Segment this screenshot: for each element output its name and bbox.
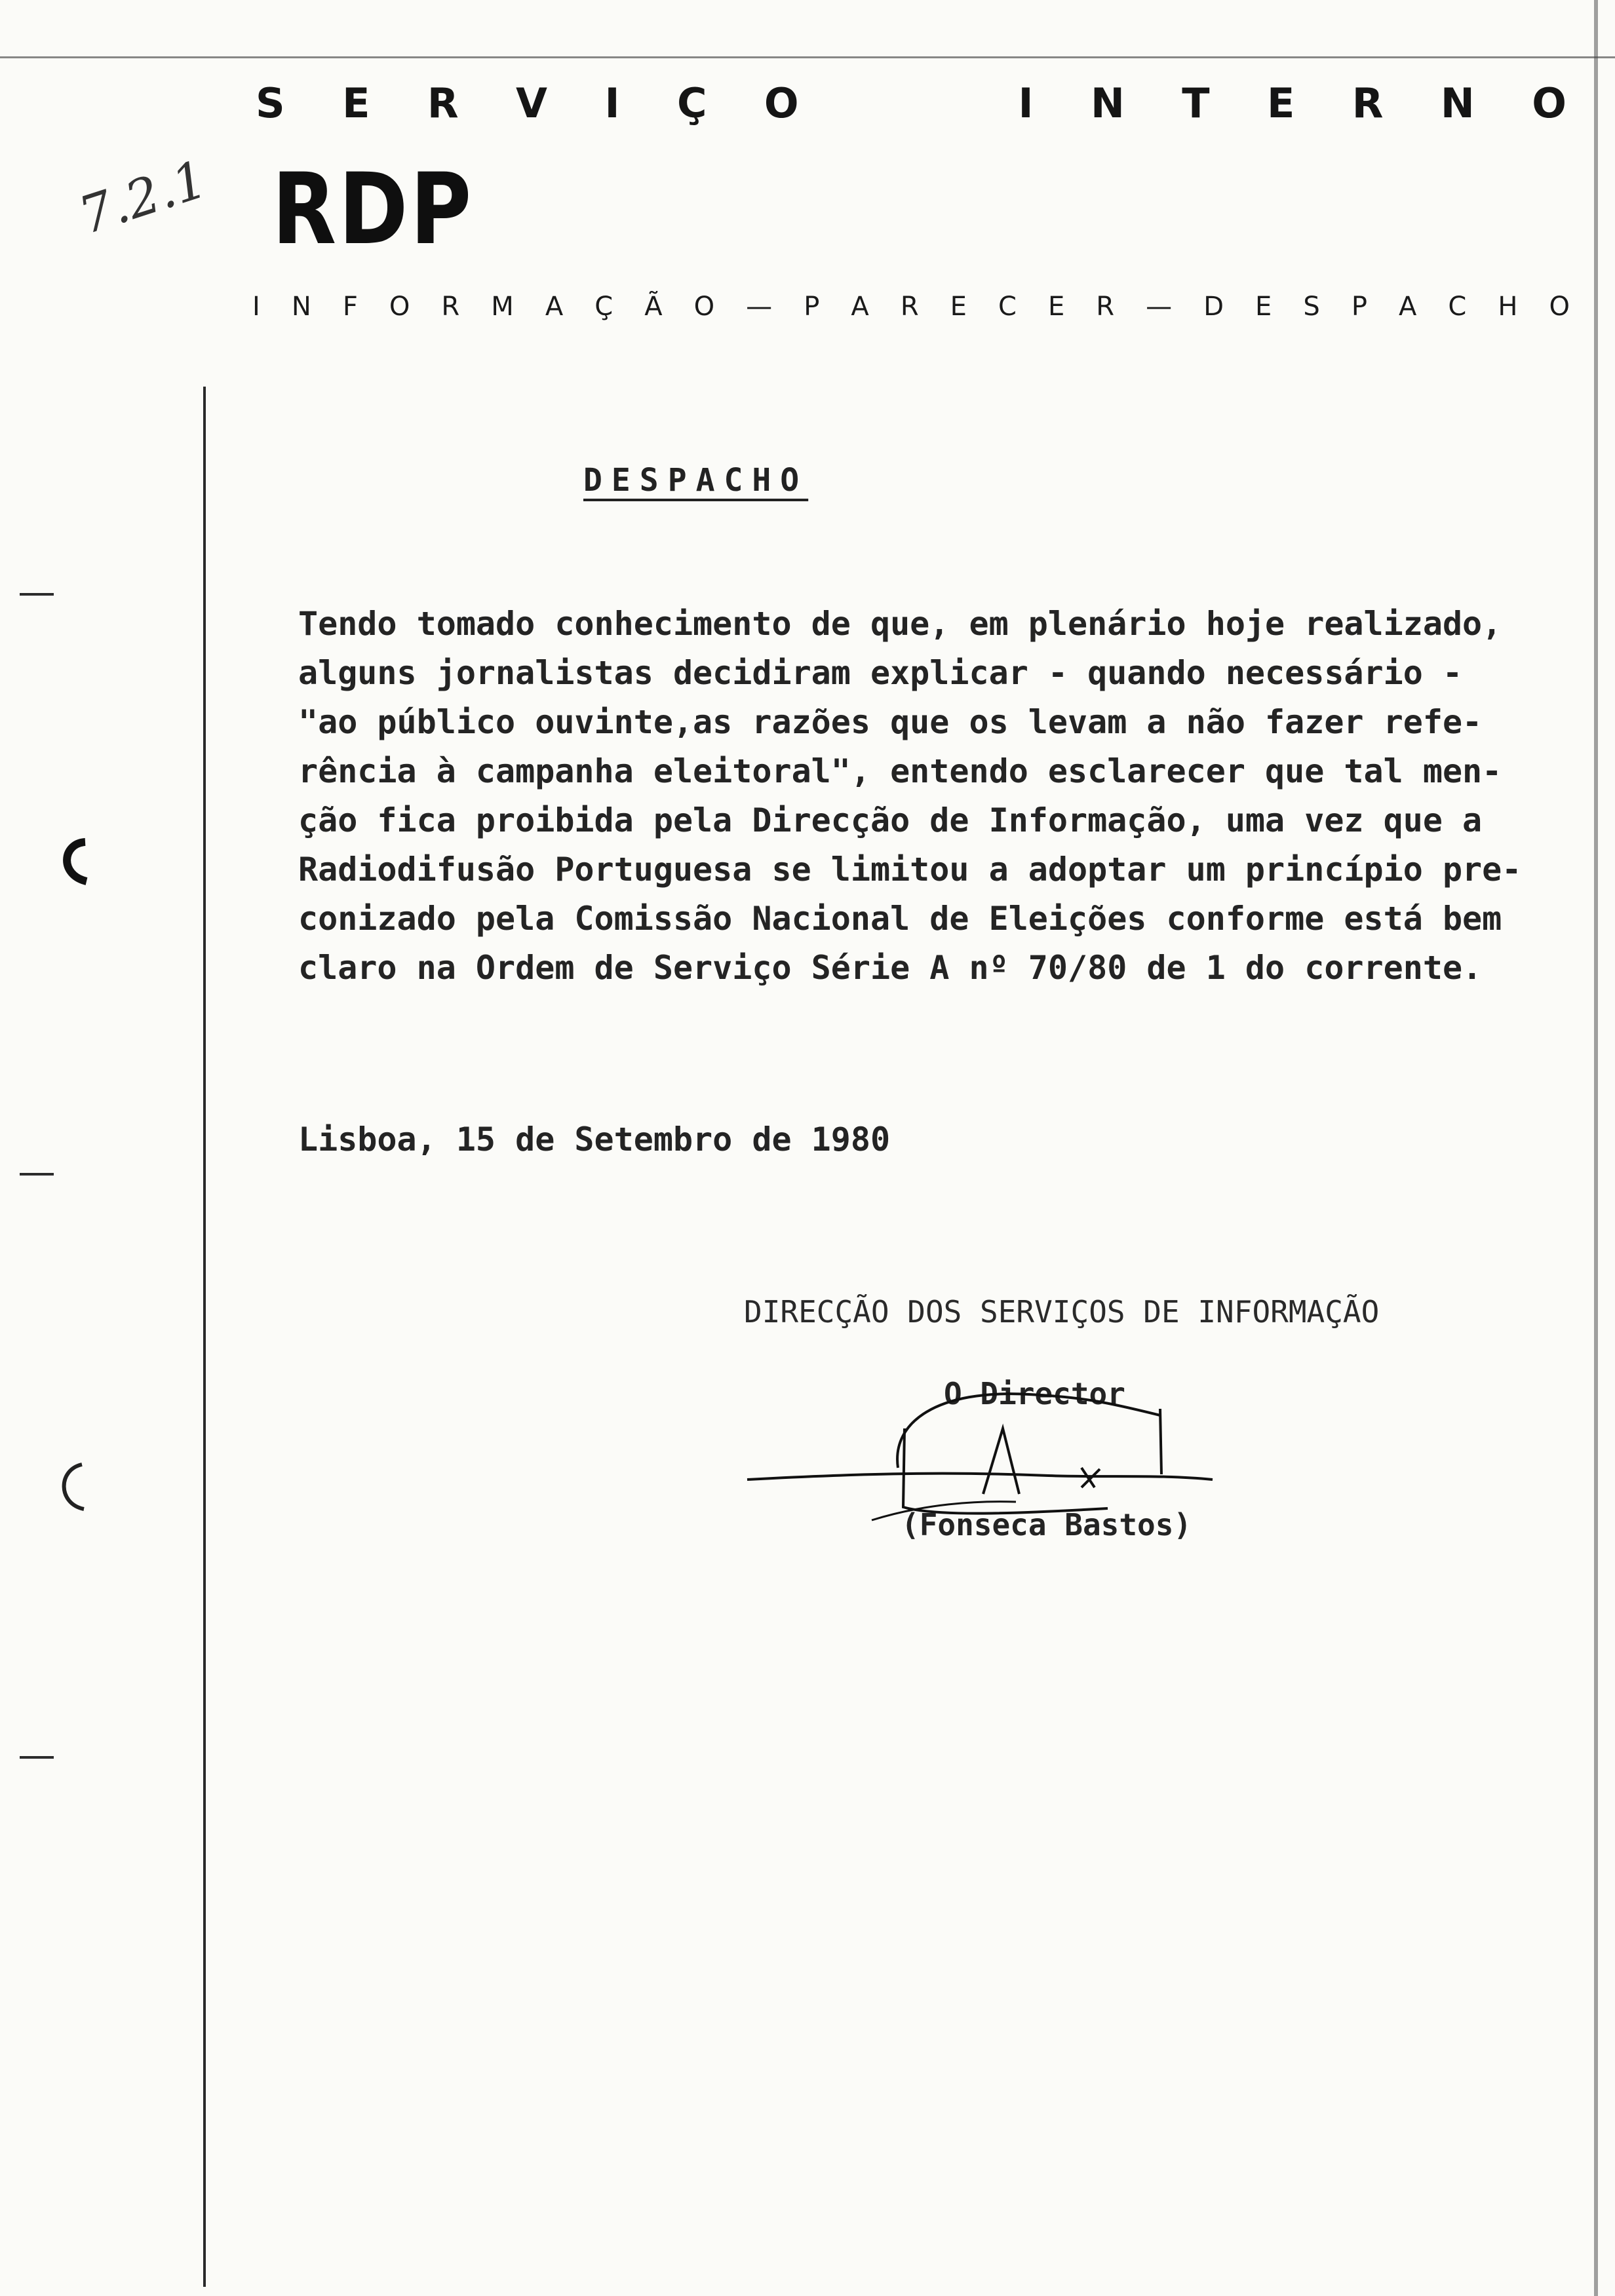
paragraph-line: conizado pela Comissão Nacional de Eleições conforme está bem xyxy=(298,900,1502,938)
subtitle-letter: P xyxy=(1351,292,1367,322)
paragraph-line: Radiodifusão Portuguesa se limitou a adoptar um princípio pre- xyxy=(298,851,1522,889)
header-letter: I xyxy=(1018,79,1034,127)
paragraph-line: rência à campanha eleitoral", entendo esclarecer que tal men- xyxy=(298,752,1502,790)
subtitle-letter: O xyxy=(693,292,715,322)
subtitle-letter: — xyxy=(1146,292,1173,322)
subtitle-letter: A xyxy=(1398,292,1417,322)
top-edge-line xyxy=(0,56,1615,58)
subtitle-letter: E xyxy=(1255,292,1272,322)
header-letter: R xyxy=(427,79,459,127)
signatory-name: (Fonseca Bastos) xyxy=(901,1507,1192,1542)
paragraph-line: claro na Ordem de Serviço Série A nº 70/80 de 1 do corrente. xyxy=(298,949,1483,987)
subtitle-letter: R xyxy=(1096,292,1115,322)
subtitle-letter: O xyxy=(389,292,410,322)
paragraph-line: ção fica proibida pela Direcção de Informação, uma vez que a xyxy=(298,801,1483,839)
subtitle-letter: F xyxy=(342,292,358,322)
header-letter: T xyxy=(1182,79,1210,127)
header-letter: R xyxy=(1352,79,1384,127)
header-letter: E xyxy=(342,79,370,127)
margin-tick xyxy=(20,1173,54,1176)
header-letter: O xyxy=(1532,79,1566,127)
subtitle-letter: Ç xyxy=(594,292,613,322)
header-letter: S xyxy=(256,79,285,127)
subtitle-letter: Ã xyxy=(644,292,663,322)
subtitle-letter: I xyxy=(252,292,260,322)
word-gap xyxy=(856,77,961,130)
header-letter: I xyxy=(604,79,620,127)
margin-rule xyxy=(203,387,206,2287)
punch-hole-mark xyxy=(46,835,98,888)
margin-tick xyxy=(20,1756,54,1759)
margin-tick xyxy=(20,593,54,596)
document-title: DESPACHO xyxy=(583,462,809,499)
department-name: DIRECÇÃO DOS SERVIÇOS DE INFORMAÇÃO xyxy=(744,1294,1380,1330)
paragraph-line: alguns jornalistas decidiram explicar - quando necessário - xyxy=(298,654,1463,692)
header-title xyxy=(256,77,1566,130)
header-letter: N xyxy=(1090,79,1125,127)
header-letter: Ç xyxy=(676,79,707,127)
subtitle-letter: O xyxy=(1549,292,1570,322)
header-letter: O xyxy=(764,79,799,127)
body-paragraph xyxy=(298,600,1557,993)
paragraph-line: "ao público ouvinte,as razões que os levam a não fazer refe- xyxy=(298,703,1483,741)
rdp-logo: RDP xyxy=(272,153,474,267)
right-page-edge xyxy=(1594,0,1598,2296)
subtitle-letter: H xyxy=(1498,292,1518,322)
signatory-role: O Director xyxy=(944,1376,1125,1411)
paragraph-line: Tendo tomado conhecimento de que, em plenário hoje realizado, xyxy=(298,605,1502,643)
subtitle-letter: A xyxy=(851,292,869,322)
subtitle-letter: E xyxy=(950,292,967,322)
subtitle-letter: N xyxy=(291,292,311,322)
subtitle-letter: P xyxy=(804,292,820,322)
subtitle-letter: — xyxy=(746,292,773,322)
header-letter: E xyxy=(1266,79,1295,127)
document-date: Lisboa, 15 de Setembro de 1980 xyxy=(298,1120,891,1158)
subtitle-letter: R xyxy=(900,292,919,322)
subtitle-letter: C xyxy=(998,292,1017,322)
handwritten-annotation: 7.2.1 xyxy=(72,149,214,246)
subtitle-letter: C xyxy=(1448,292,1467,322)
header-letter: N xyxy=(1440,79,1475,127)
header-subtitle xyxy=(252,288,1570,325)
header-letter: V xyxy=(516,79,548,127)
punch-hole-mark xyxy=(46,1458,98,1517)
subtitle-letter: E xyxy=(1047,292,1065,322)
subtitle-letter: D xyxy=(1203,292,1224,322)
subtitle-letter: S xyxy=(1303,292,1320,322)
subtitle-letter: R xyxy=(441,292,460,322)
subtitle-letter: A xyxy=(545,292,564,322)
subtitle-letter: M xyxy=(491,292,514,322)
